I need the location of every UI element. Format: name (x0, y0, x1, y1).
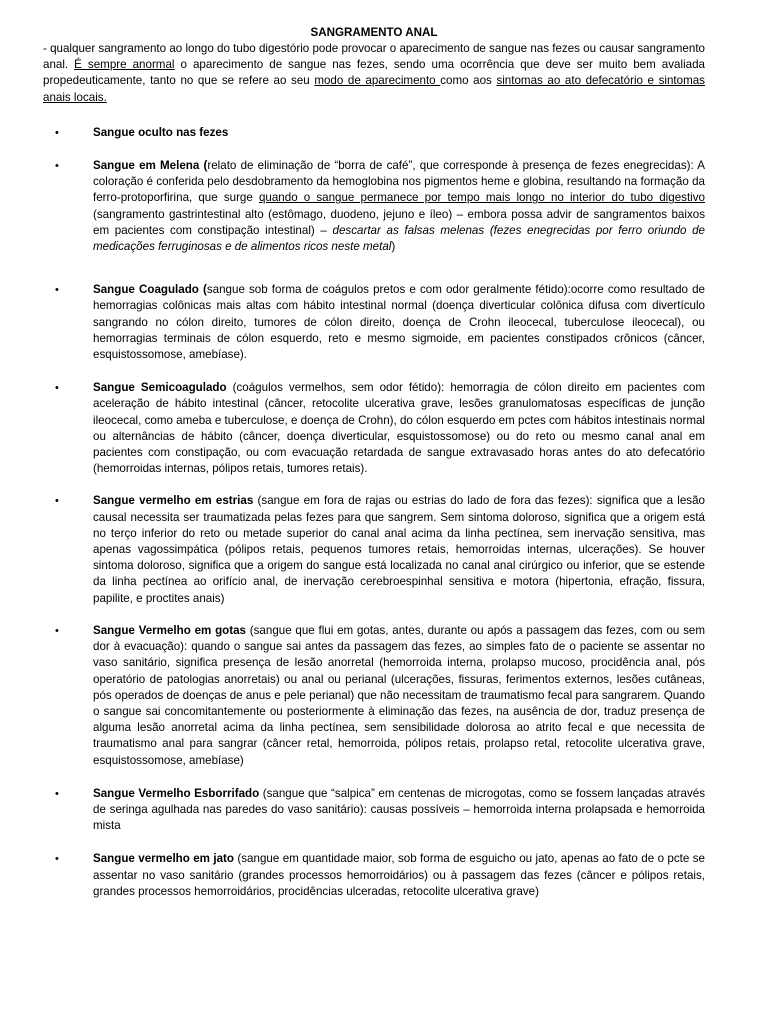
item-text: ) (391, 240, 396, 254)
list-item-semicoagulated (43, 380, 705, 477)
item-heading: Sangue Vermelho Esborrifado (93, 786, 260, 800)
bullet-icon: • (55, 624, 59, 637)
bullet-icon: • (55, 853, 59, 866)
bleeding-types-list (43, 125, 705, 900)
list-item-jet (43, 851, 705, 900)
item-heading: Sangue oculto nas fezes (93, 125, 229, 139)
list-item-occult (43, 125, 705, 141)
intro-text-3: como aos (440, 74, 497, 88)
intro-underline-1: É sempre anormal (74, 58, 175, 72)
item-underline: quando o sangue permanece por tempo mais longo no interior do tubo digestivo (258, 191, 705, 205)
list-item-drops (43, 623, 705, 769)
item-italic-note: descartar as falsas melenas (fezes enegrecidas por ferro oriundo de medicações ferruginosas e de alimentos ricos neste metal (93, 223, 705, 254)
bullet-icon: • (55, 284, 59, 297)
item-text: (sangue que “salpica” em centenas de microgotas, como se fossem lançadas através de seringa agulhada nas paredes do vaso sanitário): causas possíveis – hemorroida interna prolapsada e hemorroida mista (93, 786, 706, 833)
item-text: (sangramento gastrintestinal alto (estômago, duodeno, jejuno e íleo) – embora possa advir de sangramentos baixos em pacientes com constipação intestinal) – (93, 207, 705, 237)
list-item-spattered (43, 786, 705, 835)
bullet-icon: • (55, 160, 59, 173)
list-item-melena (43, 158, 705, 255)
item-heading: Sangue Coagulado ( (93, 283, 207, 297)
item-heading: Sangue em Melena ( (93, 159, 208, 173)
intro-text-2: o aparecimento de sangue nas fezes, sendo uma ocorrência que deve ser muito bem avaliada propedeuticamente, tanto no que se refere ao seu (43, 58, 705, 88)
item-heading: Sangue vermelho em jato (93, 852, 234, 866)
intro-underline-3: sintomas ao ato defecatório e sintomas anais locais. (43, 74, 705, 104)
document-page (43, 24, 705, 900)
item-text: sangue sob forma de coágulos pretos e com odor geralmente fétido):ocorre como resultado de hemorragias colônicas mais altas com hábito intestinal normal (doença diverticular colônica difusa com divertículo sangrando no cólon direito, tumores de cólon direito, doença de Crohn ileocecal, tuberculose ileocecal), ou hemorragias terminais de cólon esquerdo, reto e mesmo sigmoide, em pacientes constipados crônicos (câncer, esquistossomose, amebíase). (93, 283, 705, 362)
document-title: SANGRAMENTO ANAL (310, 26, 438, 39)
item-text: relato de eliminação de “borra de café”, que corresponde à presença de fezes enegrecidas): A coloração é conferida pelo desdobramento da hemoglobina nos pigmentos heme e globina, resultando na formação da ferro-protoporfirina, que surge (93, 159, 705, 205)
intro-paragraph (43, 41, 705, 106)
item-text: (sangue em quantidade maior, sob forma de esguicho ou jato, apenas ao fato de o pcte se assentar no vaso sanitário (grandes processos hemorroidários) ou à passagem das fezes (câncer e pólipos retais, grandes processos hemorroidários, procidências ulceradas, retocolite ulcerativa grave) (93, 852, 705, 898)
item-text: (coágulos vermelhos, sem odor fétido): hemorragia de cólon direito em pacientes com aceleração de hábito intestinal (câncer, retocolite ulcerativa grave, lesões granulomatosas específicas de junção ileocecal, como ameba e tuberculose, e doença de Crohn), do cólon esquerdo em pctes com hábitos intestinais normal ou alternâncias de hábito (câncer, doença diverticular, esquistossomose) ou do reto ou mesmo canal anal em pacientes com constipação, ou com evacuação retardada de sangue extravasado horas antes do ato defecatório (hemorroidas internas, pólipos retais, tumores retais). (93, 381, 705, 476)
list-item-streaks (43, 493, 705, 606)
list-item-coagulated (43, 282, 705, 363)
bullet-icon: • (55, 126, 59, 139)
bullet-icon: • (55, 495, 59, 508)
item-text: (sangue que flui em gotas, antes, durante ou após a passagem das fezes, com ou sem dor à evacuação): quando o sangue sai antes da passagem das fezes, ao simples fato de o paciente se assentar no vaso sanitário, significa presença de lesão anorretal (hemorroida interna, prolapso mucoso, procidência anal, pós operatório de patologias anorretais) ou anal ou perianal (ulcerações, fissuras, ferimentos externos, lesões cutâneas, pós operados de doenças de anus e pele perianal) que não necessitam de traumatismo fecal para sangrarem. Quando o sangue sai concomitantemente ou posteriormente à eliminação das fezes, na ausência de dor, traduz presença de alguma lesão anorretal acima da linha pectínea, sem sensibilidade dolorosa ao atrito fecal e que necessita de traumatismo anal para sangrar (câncer retal, hemorroida, pólipos retais, prolapso retal, retocolite ulcerativa grave, esquistossomose, amebíase) (93, 623, 705, 767)
item-heading: Sangue vermelho em estrias (93, 494, 254, 508)
intro-text-1: - qualquer sangramento ao longo do tubo digestório pode provocar o aparecimento de sangue nas fezes ou causar sangramento anal. (43, 42, 705, 72)
item-text: (sangue em fora de rajas ou estrias do lado de fora das fezes): significa que a lesão causal necessita ser traumatizada pelas fezes para que sangrem. Sem sintoma doloroso, significa que a origem está no terço inferior do reto ou metade superior do canal anal acima da linha pectínea, sem inervação sensitiva, mas apenas vagossimpática (pólipos retais, pequenos tumores retais, hemorroidas internas, ulcerações). Se houver sintoma doloroso, significa que a origem do sangue está localizada no canal anal cirúrgico ou inferior, que se estende da linha pectínea ao orifício anal, de inervação cerebroespinhal sensitiva e motora (hipertonia, efração, fissura, papilite, e proctites anais) (93, 494, 706, 605)
intro-underline-2: modo de aparecimento (314, 74, 441, 88)
item-heading: Sangue Semicoagulado (93, 381, 227, 395)
bullet-icon: • (55, 382, 59, 395)
item-heading: Sangue Vermelho em gotas (93, 623, 247, 637)
bullet-icon: • (55, 787, 59, 800)
